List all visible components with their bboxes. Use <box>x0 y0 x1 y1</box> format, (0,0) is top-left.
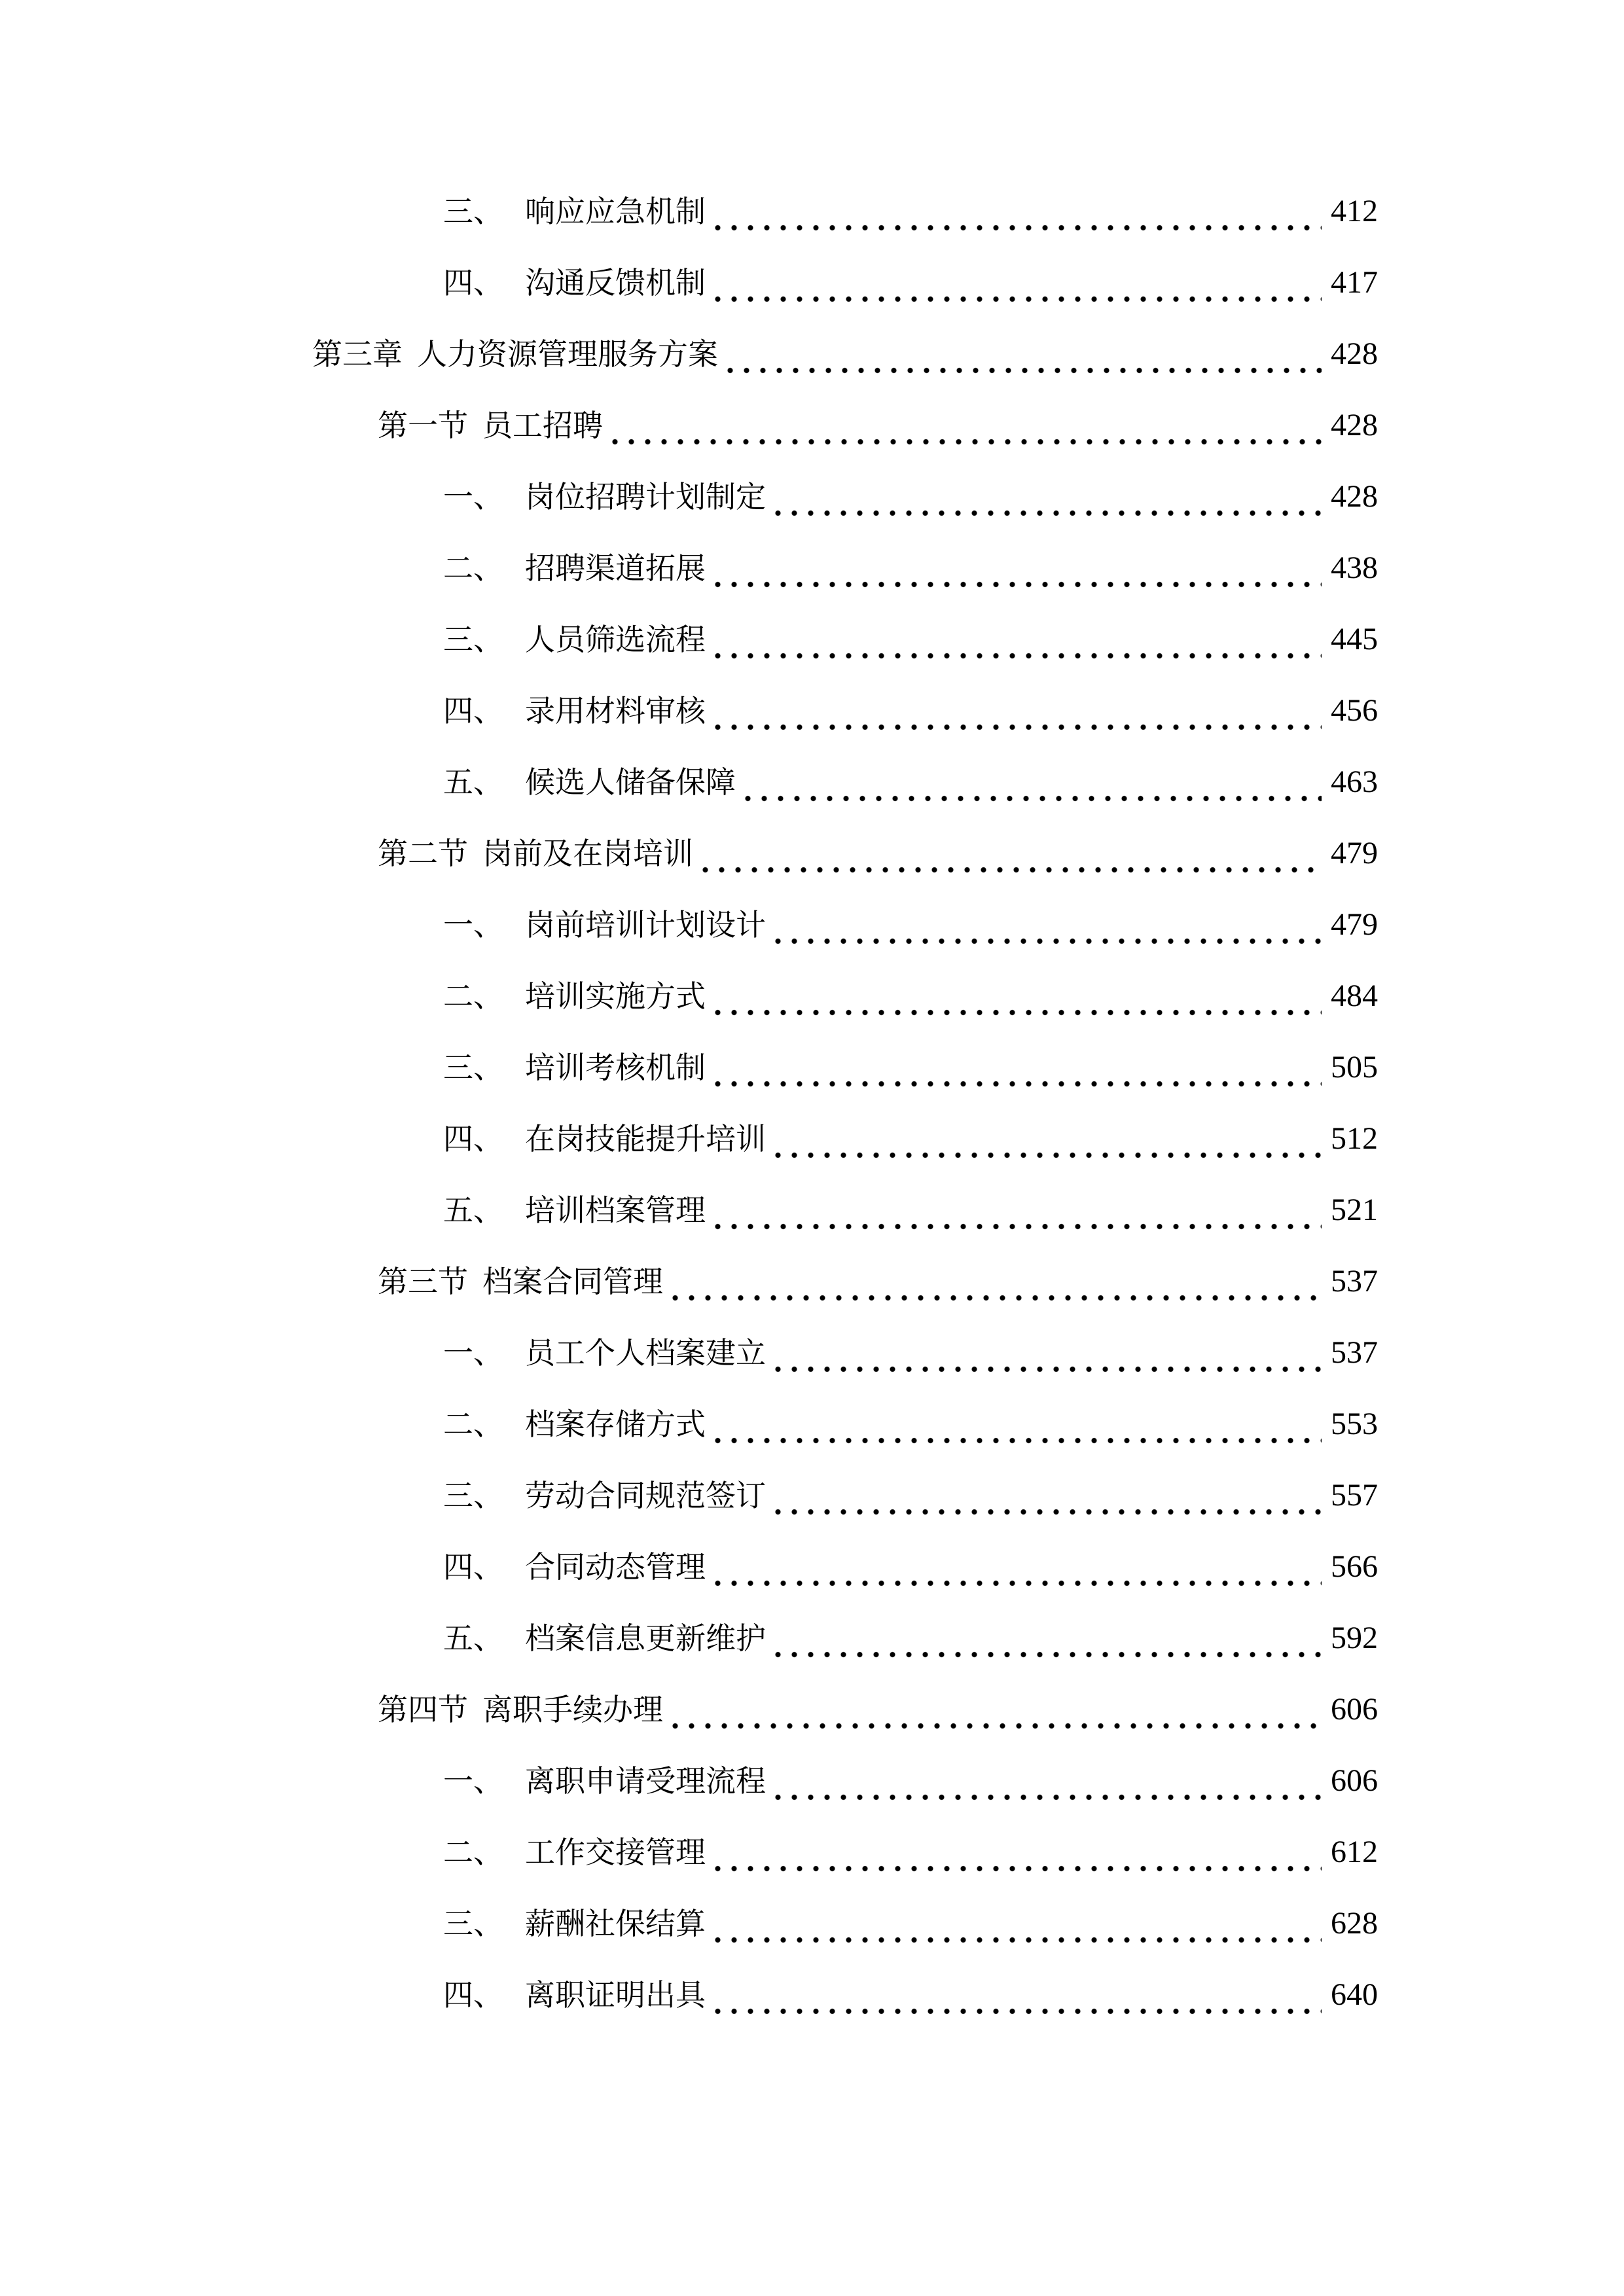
toc-entry-number: 四、 <box>443 1121 503 1157</box>
toc-entry-page-number: 463 <box>1331 764 1378 799</box>
toc-entry-section[interactable] <box>378 399 1378 452</box>
dot-leader <box>770 1327 1322 1379</box>
toc-entry-label <box>443 1612 766 1664</box>
toc-entry-page-number: 553 <box>1331 1407 1378 1441</box>
toc-entry-label <box>378 399 603 452</box>
toc-entry-label <box>443 899 766 951</box>
toc-entry-title: 培训实施方式 <box>525 978 706 1014</box>
toc-entry-label <box>443 970 706 1022</box>
toc-entry-item[interactable] <box>443 1969 1378 2021</box>
toc-entry-label <box>443 1041 706 1094</box>
dot-leader <box>710 1826 1322 1878</box>
toc-entry-number: 四、 <box>443 265 503 300</box>
toc-entry-title: 档案合同管理 <box>482 1264 663 1299</box>
toc-entry-label <box>378 1683 663 1736</box>
toc-entry-page-number: 606 <box>1331 1763 1378 1798</box>
toc-entry-page-number: 428 <box>1331 408 1378 442</box>
toc-entry-label <box>443 756 736 808</box>
toc-entry-item[interactable] <box>443 1113 1378 1165</box>
toc-entry-label <box>443 1969 706 2021</box>
toc-entry-number: 四、 <box>443 1549 503 1585</box>
dot-leader <box>710 257 1322 309</box>
toc-entry-number: 第二节 <box>378 836 468 871</box>
toc-entry-page-number: 606 <box>1331 1692 1378 1727</box>
toc-entry-number: 五、 <box>443 1193 503 1228</box>
toc-entry-page-number: 512 <box>1331 1121 1378 1156</box>
toc-entry-page-number: 428 <box>1331 336 1378 371</box>
dot-leader <box>770 1755 1322 1807</box>
toc-entry-title: 候选人储备保障 <box>525 764 736 800</box>
toc-entry-page-number: 557 <box>1331 1478 1378 1513</box>
toc-entry-title: 薪酬社保结算 <box>525 1906 706 1941</box>
toc-entry-title: 培训档案管理 <box>525 1193 706 1228</box>
toc-entry-page-number: 428 <box>1331 479 1378 514</box>
toc-entry-title: 劳动合同规范签订 <box>525 1478 766 1513</box>
toc-entry-number: 第四节 <box>378 1692 468 1727</box>
toc-entry-item[interactable] <box>443 899 1378 951</box>
toc-entry-page-number: 612 <box>1331 1835 1378 1869</box>
toc-entry-item[interactable] <box>443 185 1378 238</box>
toc-entry-page-number: 640 <box>1331 1977 1378 2012</box>
toc-entry-number: 三、 <box>443 1906 503 1941</box>
toc-entry-item[interactable] <box>443 257 1378 309</box>
toc-entry-title: 档案信息更新维护 <box>525 1621 766 1656</box>
dot-leader <box>710 185 1322 238</box>
toc-entry-number: 四、 <box>443 693 503 728</box>
toc-entry-section[interactable] <box>378 1255 1378 1308</box>
toc-entry-page-number: 445 <box>1331 622 1378 656</box>
toc-entry-number: 二、 <box>443 550 503 586</box>
toc-entry-item[interactable] <box>443 1184 1378 1236</box>
dot-leader <box>710 685 1322 737</box>
toc-entry-title: 人力资源管理服务方案 <box>417 336 718 372</box>
toc-entry-label <box>378 1255 663 1308</box>
toc-entry-number: 三、 <box>443 194 503 229</box>
dot-leader <box>607 399 1322 452</box>
toc-entry-page-number: 456 <box>1331 693 1378 728</box>
toc-entry-title: 招聘渠道拓展 <box>525 550 706 586</box>
dot-leader <box>710 1398 1322 1450</box>
toc-entry-title: 档案存储方式 <box>525 1407 706 1442</box>
toc-entry-section[interactable] <box>378 827 1378 880</box>
toc-entry-page-number: 537 <box>1331 1264 1378 1299</box>
toc-entry-page-number: 566 <box>1331 1549 1378 1584</box>
toc-entry-page-number: 484 <box>1331 978 1378 1013</box>
toc-entry-page-number: 412 <box>1331 194 1378 228</box>
toc-entry-item[interactable] <box>443 1612 1378 1664</box>
toc-entry-label <box>443 685 706 737</box>
toc-entry-item[interactable] <box>443 1826 1378 1878</box>
dot-leader <box>667 1255 1322 1308</box>
dot-leader <box>710 1897 1322 1950</box>
toc-entry-item[interactable] <box>443 1541 1378 1593</box>
toc-entry-label <box>443 1469 766 1522</box>
toc-entry-number: 四、 <box>443 1977 503 2013</box>
toc-entry-title: 人员筛选流程 <box>525 622 706 657</box>
toc-entry-title: 岗前培训计划设计 <box>525 907 766 942</box>
toc-entry-page-number: 592 <box>1331 1621 1378 1655</box>
dot-leader <box>697 827 1322 880</box>
toc-entry-label <box>378 827 693 880</box>
toc-entry-title: 沟通反馈机制 <box>525 265 706 300</box>
toc-entry-label <box>443 471 766 523</box>
dot-leader <box>710 1541 1322 1593</box>
dot-leader <box>740 756 1322 808</box>
toc-entry-number: 第三章 <box>312 336 403 372</box>
toc-entry-item[interactable] <box>443 1897 1378 1950</box>
toc-entry-item[interactable] <box>443 542 1378 594</box>
toc-entry-page-number: 628 <box>1331 1906 1378 1941</box>
toc-entry-item[interactable] <box>443 471 1378 523</box>
toc-entry-label <box>312 328 718 380</box>
toc-entry-label <box>443 613 706 666</box>
toc-entry-label <box>443 1897 706 1950</box>
toc-entry-item[interactable] <box>443 1041 1378 1094</box>
dot-leader <box>710 970 1322 1022</box>
toc-entry-title: 响应应急机制 <box>525 194 706 229</box>
toc-entry-page-number: 479 <box>1331 836 1378 870</box>
toc-entry-item[interactable] <box>443 756 1378 808</box>
toc-entry-number: 一、 <box>443 479 503 514</box>
toc-entry-label <box>443 1113 766 1165</box>
dot-leader <box>667 1683 1322 1736</box>
toc-entry-label <box>443 1755 766 1807</box>
toc-entry-title: 离职申请受理流程 <box>525 1763 766 1799</box>
toc-entry-number: 二、 <box>443 1835 503 1870</box>
toc-entry-title: 岗前及在岗培训 <box>482 836 693 871</box>
dot-leader <box>770 1113 1322 1165</box>
toc-entry-title: 合同动态管理 <box>525 1549 706 1585</box>
toc-entry-page-number: 521 <box>1331 1193 1378 1227</box>
toc-entry-item[interactable] <box>443 1327 1378 1379</box>
toc-entry-page-number: 417 <box>1331 265 1378 300</box>
toc-entry-page-number: 505 <box>1331 1050 1378 1085</box>
toc-entry-number: 第一节 <box>378 408 468 443</box>
dot-leader <box>710 1969 1322 2021</box>
toc-entry-item[interactable] <box>443 685 1378 737</box>
toc-entry-item[interactable] <box>443 613 1378 666</box>
toc-entry-item[interactable] <box>443 1755 1378 1807</box>
toc-entry-label <box>443 257 706 309</box>
toc-entry-item[interactable] <box>443 1469 1378 1522</box>
toc-entry-number: 第三节 <box>378 1264 468 1299</box>
toc-entry-label <box>443 1541 706 1593</box>
toc-entry-label <box>443 1184 706 1236</box>
toc-entry-page-number: 438 <box>1331 550 1378 585</box>
toc-entry-number: 一、 <box>443 1335 503 1371</box>
toc-entry-label <box>443 185 706 238</box>
dot-leader <box>710 542 1322 594</box>
toc-entry-number: 三、 <box>443 1050 503 1085</box>
toc-entry-label <box>443 1327 766 1379</box>
toc-entry-item[interactable] <box>443 970 1378 1022</box>
toc-entry-number: 二、 <box>443 1407 503 1442</box>
dot-leader <box>722 328 1322 380</box>
toc-entry-label <box>443 1398 706 1450</box>
dot-leader <box>710 1184 1322 1236</box>
toc-entry-label <box>443 1826 706 1878</box>
toc-entry-title: 工作交接管理 <box>525 1835 706 1870</box>
dot-leader <box>710 613 1322 666</box>
dot-leader <box>710 1041 1322 1094</box>
dot-leader <box>770 1469 1322 1522</box>
toc-entry-title: 员工个人档案建立 <box>525 1335 766 1371</box>
dot-leader <box>770 1612 1322 1664</box>
toc-entry-title: 员工招聘 <box>482 408 603 443</box>
toc-entry-number: 五、 <box>443 764 503 800</box>
toc-entry-section[interactable] <box>378 1683 1378 1736</box>
toc-entry-label <box>443 542 706 594</box>
toc-entry-number: 三、 <box>443 1478 503 1513</box>
toc-entry-title: 岗位招聘计划制定 <box>525 479 766 514</box>
toc-entry-title: 录用材料审核 <box>525 693 706 728</box>
toc-entry-page-number: 479 <box>1331 907 1378 942</box>
toc-entry-title: 离职证明出具 <box>525 1977 706 2013</box>
toc-entry-number: 二、 <box>443 978 503 1014</box>
toc-entry-number: 五、 <box>443 1621 503 1656</box>
toc-entry-number: 一、 <box>443 1763 503 1799</box>
toc-entry-number: 三、 <box>443 622 503 657</box>
dot-leader <box>770 899 1322 951</box>
dot-leader <box>770 471 1322 523</box>
toc-entry-item[interactable] <box>443 1398 1378 1450</box>
toc-entry-title: 在岗技能提升培训 <box>525 1121 766 1157</box>
toc-entry-number: 一、 <box>443 907 503 942</box>
toc-entry-page-number: 537 <box>1331 1335 1378 1370</box>
toc-entry-title: 离职手续办理 <box>482 1692 663 1727</box>
toc-entry-chapter[interactable] <box>312 328 1378 380</box>
toc-entry-title: 培训考核机制 <box>525 1050 706 1085</box>
